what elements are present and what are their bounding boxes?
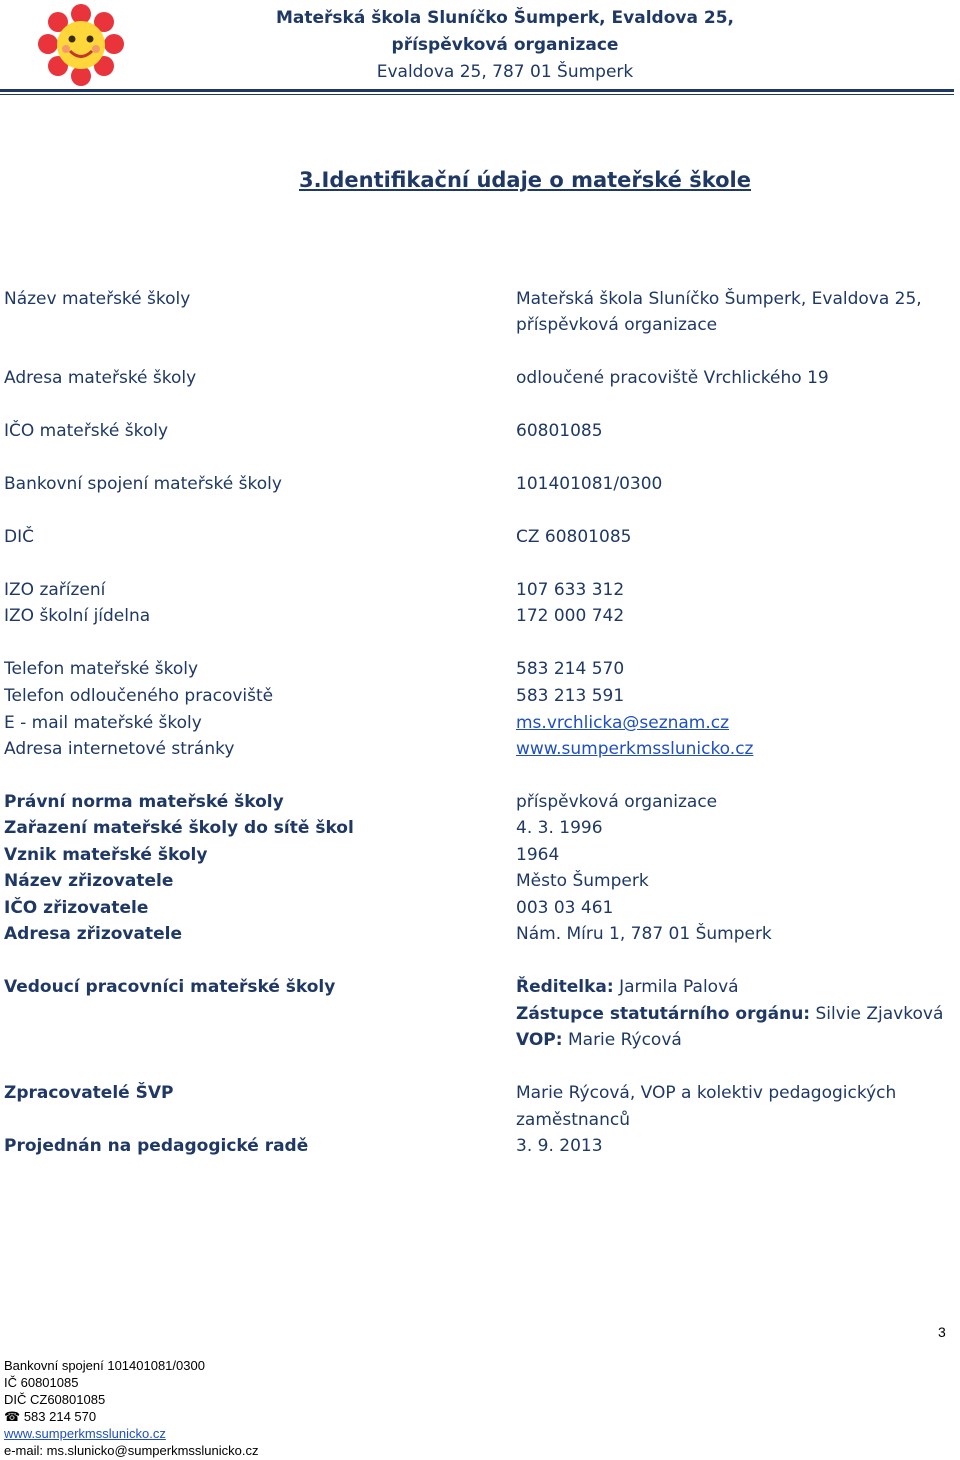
value-founder: Město Šumperk: [516, 871, 649, 891]
website-link[interactable]: www.sumperkmsslunicko.cz: [516, 739, 754, 759]
footer-phone: [4, 1408, 96, 1425]
value-legal-form: příspěvková organizace: [516, 792, 718, 812]
sun-logo-icon: [36, 4, 126, 86]
label-svp-authors: Zpracovatelé ŠVP: [4, 1083, 174, 1103]
label-email: E - mail mateřské školy: [4, 713, 202, 733]
label-founded: Vznik mateřské školy: [4, 845, 208, 865]
label-bank: Bankovní spojení mateřské školy: [4, 474, 282, 494]
label-approved: Projednán na pedagogické radě: [4, 1136, 309, 1156]
label-school-name: Název mateřské školy: [4, 289, 191, 309]
label-legal-form: Právní norma mateřské školy: [4, 792, 284, 812]
value-school-address: odloučené pracoviště Vrchlického 19: [516, 368, 829, 388]
value-dic: CZ 60801085: [516, 527, 632, 547]
value-izo-facility: 107 633 312: [516, 580, 625, 600]
label-dic: DIČ: [4, 527, 34, 547]
label-website: Adresa internetové stránky: [4, 739, 235, 759]
value-phone: 583 214 570: [516, 659, 625, 679]
value-svp-authors-cont: zaměstnanců: [516, 1110, 630, 1130]
telephone-icon: ☎: [4, 1409, 21, 1424]
page-number: 3: [938, 1324, 946, 1340]
label-phone: Telefon mateřské školy: [4, 659, 199, 679]
header-address: Evaldova 25, 787 01 Šumperk: [376, 62, 634, 82]
value-izo-canteen: 172 000 742: [516, 606, 625, 626]
label-izo-facility: IZO zařízení: [4, 580, 106, 600]
value-vop: [516, 1027, 682, 1054]
label-founder-address: Adresa zřizovatele: [4, 924, 182, 944]
label-phone-branch: Telefon odloučeného pracoviště: [4, 686, 274, 706]
label-founder: Název zřizovatele: [4, 871, 174, 891]
header-rule-thin: [0, 94, 954, 95]
footer-ic: IČ 60801085: [4, 1375, 79, 1390]
value-founder-address: Nám. Míru 1, 787 01 Šumperk: [516, 924, 772, 944]
deputy-name: Silvie Zjavková: [815, 1004, 944, 1024]
label-founder-ico: IČO zřizovatele: [4, 898, 149, 918]
page-title: 3.Identifikační údaje o mateřské škole: [298, 168, 752, 192]
value-phone-branch: 583 213 591: [516, 686, 625, 706]
header-organization-type: příspěvková organizace: [391, 35, 619, 55]
value-founded: 1964: [516, 845, 560, 865]
value-ico: 60801085: [516, 421, 603, 441]
value-school-name-cont: příspěvková organizace: [516, 315, 718, 335]
label-izo-canteen: IZO školní jídelna: [4, 606, 151, 626]
value-deputy: [516, 1001, 943, 1028]
value-approved: 3. 9. 2013: [516, 1136, 603, 1156]
footer-website-link[interactable]: www.sumperkmsslunicko.cz: [4, 1426, 166, 1441]
value-founder-ico: 003 03 461: [516, 898, 614, 918]
director-name: Jarmila Palová: [619, 977, 739, 997]
footer-bank: Bankovní spojení 101401081/0300: [4, 1358, 205, 1373]
email-link[interactable]: ms.vrchlicka@seznam.cz: [516, 713, 730, 733]
header-school-name: Mateřská škola Sluníčko Šumperk, Evaldova 25,: [276, 8, 734, 28]
label-management: Vedoucí pracovníci mateřské školy: [4, 977, 336, 997]
value-director: [516, 974, 739, 1001]
value-svp-authors: Marie Rýcová, VOP a kolektiv pedagogických: [516, 1083, 897, 1103]
header-rule: [0, 89, 954, 92]
footer-dic: DIČ CZ60801085: [4, 1392, 106, 1407]
value-school-name: Mateřská škola Sluníčko Šumperk, Evaldova 25,: [516, 289, 922, 309]
footer-phone-number: 583 214 570: [23, 1409, 97, 1424]
label-ico: IČO mateřské školy: [4, 421, 168, 441]
label-network-inclusion: Zařazení mateřské školy do sítě škol: [4, 818, 354, 838]
footer-email[interactable]: e-mail: ms.slunicko@sumperkmsslunicko.cz: [4, 1443, 259, 1458]
deputy-label: Zástupce statutárního orgánu:: [516, 1004, 811, 1024]
director-label: Ředitelka:: [516, 977, 614, 997]
vop-label: VOP:: [516, 1030, 563, 1050]
label-school-address: Adresa mateřské školy: [4, 368, 197, 388]
vop-name: Marie Rýcová: [567, 1030, 682, 1050]
value-network-inclusion: 4. 3. 1996: [516, 818, 603, 838]
value-bank: 101401081/0300: [516, 474, 663, 494]
